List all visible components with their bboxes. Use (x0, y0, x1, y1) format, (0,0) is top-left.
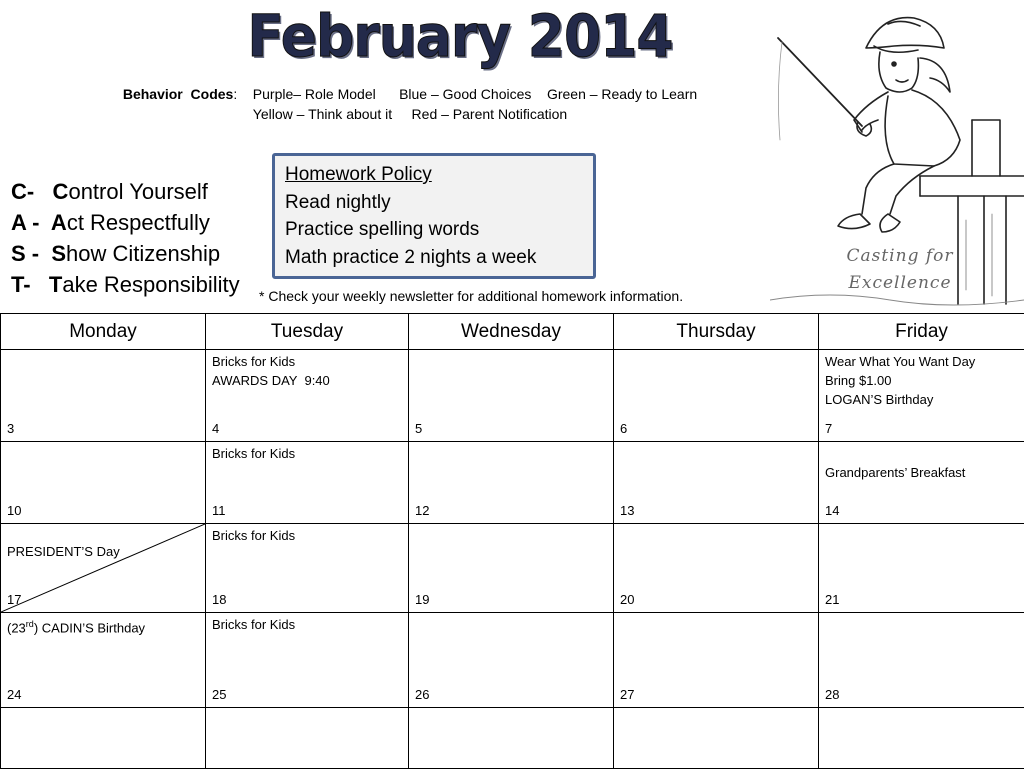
day-events: Wear What You Want Day Bring $1.00 LOGAN’S Birthday (819, 350, 1024, 409)
behavior-codes-line2: Yellow – Think about it Red – Parent Notification (0, 104, 820, 124)
day-cell (819, 524, 1024, 613)
cast-row-s: S - Show Citizenship (11, 238, 240, 269)
day-cell (409, 613, 614, 708)
calendar-header-row (1, 314, 1024, 350)
day-number: 17 (7, 592, 21, 607)
day-cell (206, 524, 409, 613)
day-number: 28 (825, 687, 839, 702)
cast-row-c: C- Control Yourself (11, 176, 240, 207)
day-events: Grandparents’ Breakfast (819, 442, 1024, 482)
day-number: 26 (415, 687, 429, 702)
day-number: 7 (825, 421, 832, 436)
day-events: Bricks for Kids (206, 524, 408, 545)
behavior-codes: Behavior Codes: Purple– Role Model Blue – Good Choices Green – Ready to Learn Yellow – Think about it Red – Parent Notification (0, 84, 820, 124)
day-number: 13 (620, 503, 634, 518)
day-number: 10 (7, 503, 21, 518)
day-header-tuesday: Tuesday (206, 314, 409, 350)
day-cell (206, 442, 409, 524)
day-number: 19 (415, 592, 429, 607)
calendar-table (0, 313, 1024, 769)
calendar-week-row (1, 442, 1024, 524)
day-cell (819, 442, 1024, 524)
day-number: 24 (7, 687, 21, 702)
calendar-week-row (1, 524, 1024, 613)
day-number: 12 (415, 503, 429, 518)
cast-row-t: T- Take Responsibility (11, 269, 240, 300)
day-cell (1, 442, 206, 524)
day-cell (819, 350, 1024, 442)
day-number: 6 (620, 421, 627, 436)
homework-item: Math practice 2 nights a week (285, 244, 593, 272)
day-cell (1, 613, 206, 708)
day-cell (1, 524, 206, 613)
day-header-wednesday: Wednesday (409, 314, 614, 350)
day-cell (614, 442, 819, 524)
day-cell (614, 708, 819, 769)
behavior-codes-label: Behavior Codes (123, 86, 233, 102)
day-cell (409, 442, 614, 524)
newsletter-note: * Check your weekly newsletter for additional homework information. (259, 288, 683, 304)
day-number: 20 (620, 592, 634, 607)
homework-item: Practice spelling words (285, 216, 593, 244)
homework-policy-heading: Homework Policy (285, 161, 593, 189)
day-cell (614, 350, 819, 442)
day-cell (206, 350, 409, 442)
day-number: 5 (415, 421, 422, 436)
day-cell (206, 613, 409, 708)
day-number: 21 (825, 592, 839, 607)
day-events: (23rd) CADIN’S Birthday (1, 613, 205, 637)
day-cell (409, 350, 614, 442)
day-events: Bricks for Kids (206, 442, 408, 463)
day-events: Bricks for Kids AWARDS DAY 9:40 (206, 350, 408, 390)
day-cell (614, 524, 819, 613)
page-title: February 2014 (37, 2, 883, 70)
cast-row-a: A - Act Respectfully (11, 207, 240, 238)
day-header-monday: Monday (1, 314, 206, 350)
day-number: 25 (212, 687, 226, 702)
day-cell (409, 524, 614, 613)
day-cell (409, 708, 614, 769)
day-events: Bricks for Kids (206, 613, 408, 634)
day-cell (819, 708, 1024, 769)
day-number: 18 (212, 592, 226, 607)
day-header-thursday: Thursday (614, 314, 819, 350)
calendar-week-row (1, 613, 1024, 708)
homework-policy-box (272, 153, 596, 279)
day-number: 3 (7, 421, 14, 436)
homework-item: Read nightly (285, 189, 593, 217)
day-number: 11 (212, 503, 226, 518)
day-cell (1, 350, 206, 442)
calendar-week-row (1, 708, 1024, 769)
day-number: 14 (825, 503, 839, 518)
day-header-friday: Friday (819, 314, 1024, 350)
day-cell (1, 708, 206, 769)
day-cell (614, 613, 819, 708)
day-number: 27 (620, 687, 634, 702)
day-number: 4 (212, 421, 219, 436)
day-events: PRESIDENT’S Day (7, 544, 120, 559)
day-cell (206, 708, 409, 769)
casting-for-excellence-caption: Casting for Excellence (838, 243, 962, 297)
day-cell (819, 613, 1024, 708)
behavior-codes-line1: Purple– Role Model Blue – Good Choices Green – Ready to Learn (253, 86, 697, 102)
cast-acronym (11, 176, 240, 300)
diagonal-split-line (1, 524, 205, 612)
calendar-week-row (1, 350, 1024, 442)
